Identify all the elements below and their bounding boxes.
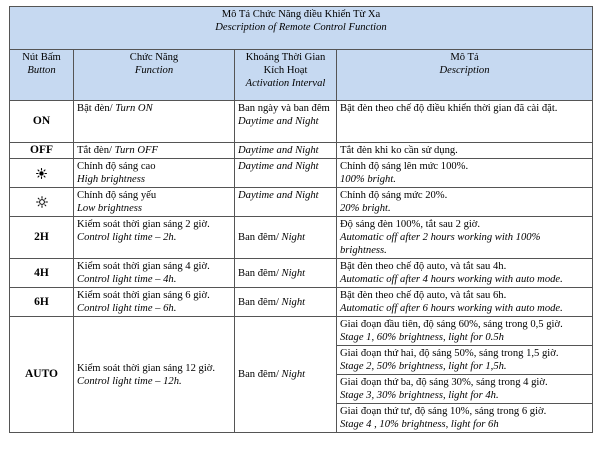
button-high-brightness bbox=[10, 159, 74, 188]
button-2h: 2H bbox=[10, 217, 74, 259]
column-header-row bbox=[10, 50, 593, 101]
header-button: Nút Bấm Button bbox=[10, 50, 74, 101]
table-row bbox=[10, 188, 593, 217]
description-cell: Tắt đèn khi ko cần sử dụng. bbox=[337, 143, 593, 159]
function-cell: Bật đèn/ Turn ON bbox=[74, 101, 235, 143]
remote-function-table bbox=[9, 6, 593, 433]
button-low-brightness bbox=[10, 188, 74, 217]
table-row bbox=[10, 143, 593, 159]
interval-cell: Daytime and Night bbox=[235, 159, 337, 188]
table-row bbox=[10, 101, 593, 143]
description-cell: Chỉnh độ sáng mức 20%. 20% bright. bbox=[337, 188, 593, 217]
function-cell: Kiểm soát thời gian sáng 2 giờ. Control light time – 2h. bbox=[74, 217, 235, 259]
table-row bbox=[10, 288, 593, 317]
interval-cell: Ban đêm/ Night bbox=[235, 317, 337, 433]
function-cell: Tắt đèn/ Turn OFF bbox=[74, 143, 235, 159]
table-title bbox=[10, 7, 593, 50]
stage-cell: Giai đoạn thứ hai, độ sáng 50%, sáng trong 1,5 giờ. Stage 2, 50% brightness, light for 1,5h. bbox=[337, 346, 593, 375]
title-en: Description of Remote Control Function bbox=[215, 22, 387, 33]
interval-cell: Ban đêm/ Night bbox=[235, 217, 337, 259]
description-cell: Bật đèn theo chế độ auto, và tắt sau 6h. Automatic off after 6 hours working with auto mode. bbox=[337, 288, 593, 317]
description-cell: Độ sáng đèn 100%, tắt sau 2 giờ. Automatic off after 2 hours working with 100% brightness. bbox=[337, 217, 593, 259]
sun-outline-icon bbox=[36, 196, 48, 208]
interval-cell: Ban ngày và ban đêm Daytime and Night bbox=[235, 101, 337, 143]
button-off: OFF bbox=[10, 143, 74, 159]
table-row bbox=[10, 217, 593, 259]
description-cell: Chỉnh độ sáng lên mức 100%. 100% bright. bbox=[337, 159, 593, 188]
button-6h: 6H bbox=[10, 288, 74, 317]
sun-filled-icon bbox=[36, 168, 47, 179]
description-cell: Bật đèn theo chế độ auto, và tắt sau 4h. Automatic off after 4 hours working with auto mode. bbox=[337, 259, 593, 288]
header-description: Mô Tả Description bbox=[337, 50, 593, 101]
stage-cell: Giai đoạn đầu tiên, độ sáng 60%, sáng trong 0,5 giờ. Stage 1, 60% brightness, light for 0.5h bbox=[337, 317, 593, 346]
button-auto: AUTO bbox=[10, 317, 74, 433]
table-row bbox=[10, 159, 593, 188]
button-4h: 4H bbox=[10, 259, 74, 288]
header-function: Chức Năng Function bbox=[74, 50, 235, 101]
stage-cell: Giai đoạn thứ ba, độ sáng 30%, sáng trong 4 giờ. Stage 3, 30% brightness, light for 4h. bbox=[337, 375, 593, 404]
title-vi: Mô Tả Chức Năng điều Khiển Từ Xa bbox=[221, 9, 381, 20]
interval-cell: Ban đêm/ Night bbox=[235, 288, 337, 317]
function-cell: Kiểm soát thời gian sáng 4 giờ. Control light time – 4h. bbox=[74, 259, 235, 288]
function-cell: Kiểm soát thời gian sáng 12 giờ. Control light time – 12h. bbox=[74, 317, 235, 433]
interval-cell: Daytime and Night bbox=[235, 143, 337, 159]
interval-cell: Daytime and Night bbox=[235, 188, 337, 217]
interval-cell: Ban đêm/ Night bbox=[235, 259, 337, 288]
function-cell: Chỉnh độ sáng yếu Low brightness bbox=[74, 188, 235, 217]
header-interval: Khoảng Thời Gian Kích Hoạt Activation Interval bbox=[235, 50, 337, 101]
description-cell: Bật đèn theo chế độ điều khiển thời gian đã cài đặt. bbox=[337, 101, 593, 143]
table-row bbox=[10, 317, 593, 346]
button-on: ON bbox=[10, 101, 74, 143]
table-row bbox=[10, 259, 593, 288]
stage-cell: Giai đoạn thứ tư, độ sáng 10%, sáng trong 6 giờ. Stage 4 , 10% brightness, light for 6h bbox=[337, 404, 593, 433]
table-title-row bbox=[10, 7, 593, 50]
function-cell: Kiểm soát thời gian sáng 6 giờ. Control light time – 6h. bbox=[74, 288, 235, 317]
function-cell: Chỉnh độ sáng cao High brightness bbox=[74, 159, 235, 188]
